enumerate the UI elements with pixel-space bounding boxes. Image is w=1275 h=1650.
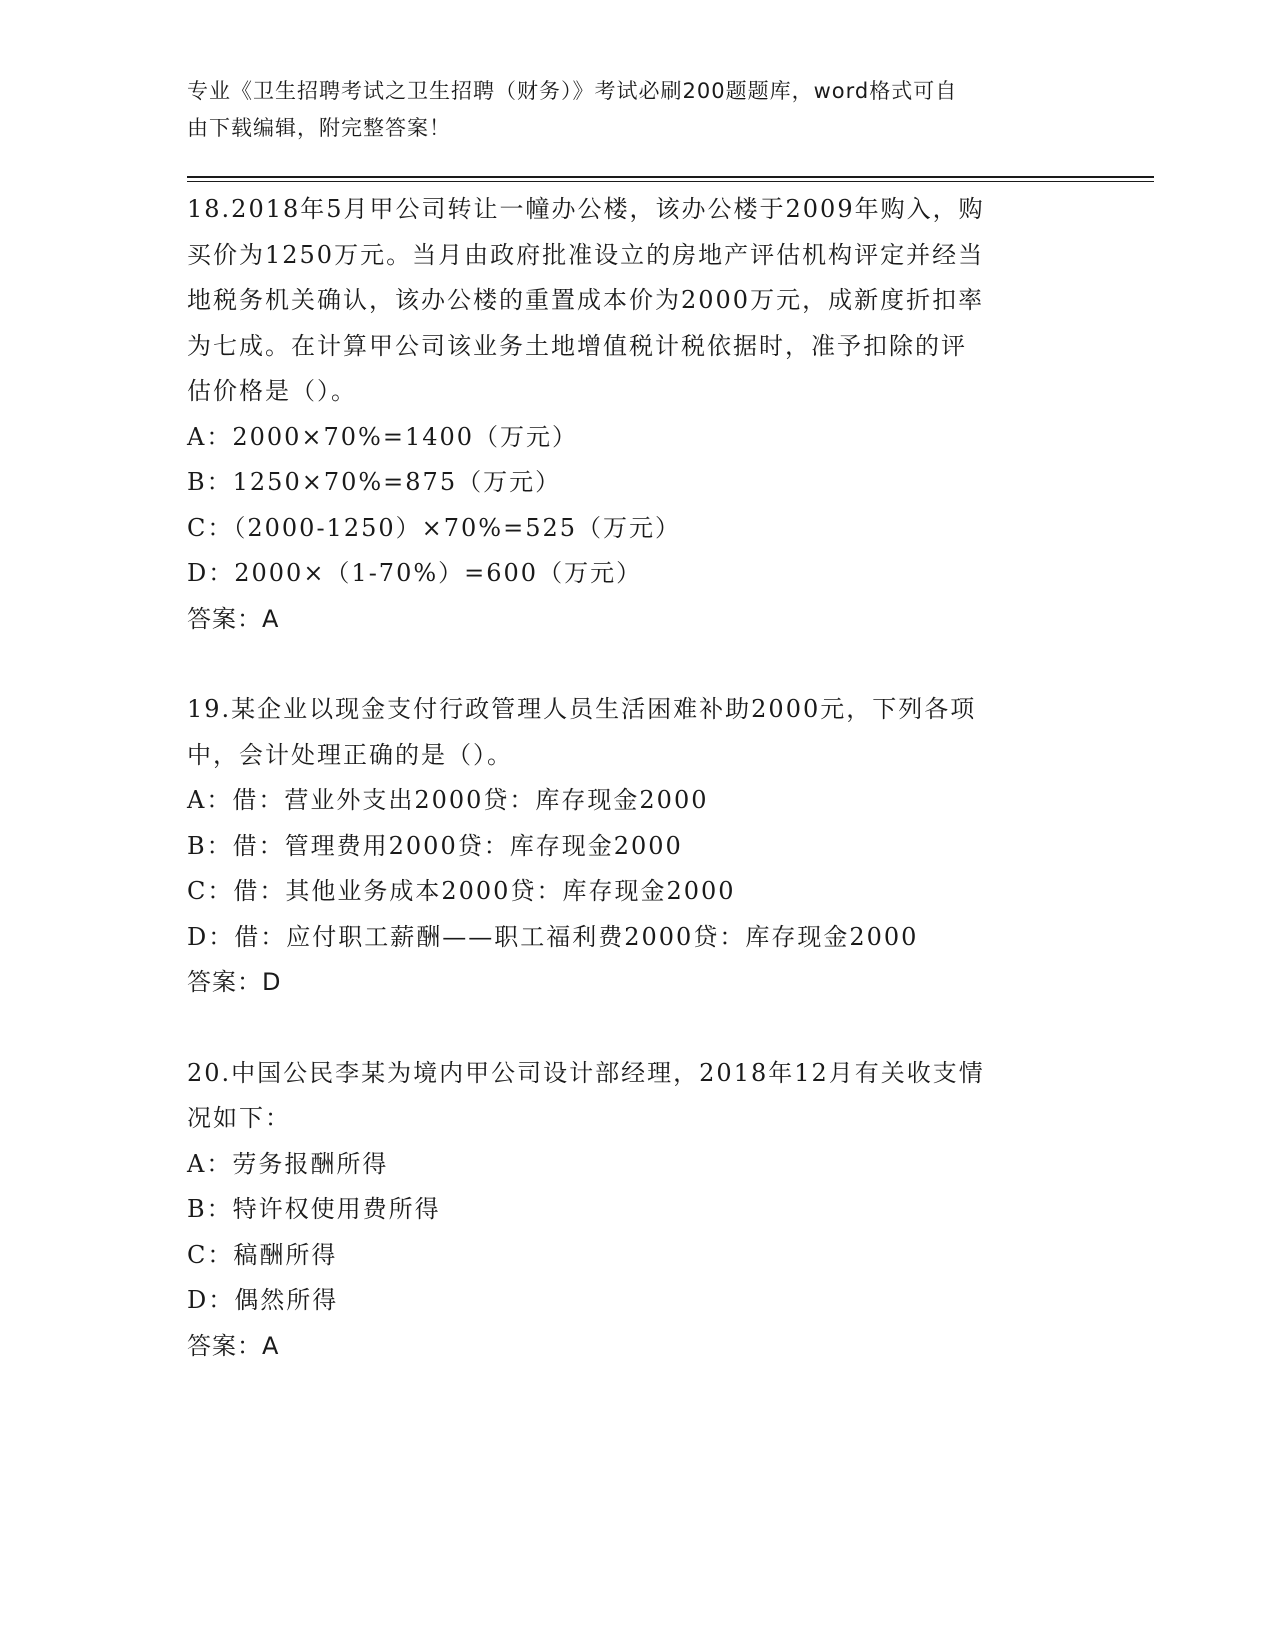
question-stem-line: 况如下：	[187, 1104, 291, 1132]
question-stem-line: 中，会计处理正确的是（）。	[187, 740, 513, 769]
question-list	[187, 187, 1087, 1369]
option-b: B：特许权使用费所得	[187, 1195, 441, 1223]
answer-label: 答案：A	[187, 1331, 280, 1360]
question-stem-line: 买价为1250万元。当月由政府批准设立的房地产评估机构评定并经当	[187, 240, 985, 269]
header-line: 由下载编辑，附完整答案！	[187, 116, 451, 140]
question-stem-line: 估价格是（）。	[187, 377, 357, 405]
question-19	[187, 687, 1087, 1006]
option-c: C：借：其他业务成本2000贷：库存现金2000	[187, 877, 736, 905]
question-spacer	[187, 642, 1087, 687]
option-c: C：（2000-1250）×70%=525（万元）	[187, 513, 681, 542]
header-line: 专业《卫生招聘考试之卫生招聘（财务）》考试必刷200题题库，word格式可自	[187, 79, 958, 103]
question-stem-line: 19.某企业以现金支付行政管理人员生活困难补助2000元，下列各项	[187, 695, 977, 723]
header-divider-thick	[187, 176, 1154, 178]
option-a: A：劳务报酬所得	[187, 1149, 389, 1178]
option-b: B：借：管理费用2000贷：库存现金2000	[187, 831, 683, 860]
option-d: D：偶然所得	[187, 1286, 339, 1314]
document-header	[187, 73, 1067, 147]
question-stem-line: 地税务机关确认，该办公楼的重置成本价为2000万元，成新度折扣率	[187, 286, 985, 314]
option-a: A：2000×70%=1400（万元）	[187, 422, 579, 451]
option-d: D：2000×（1-70%）=600（万元）	[187, 559, 643, 587]
question-stem-line: 20.中国公民李某为境内甲公司设计部经理，2018年12月有关收支情	[187, 1058, 985, 1087]
header-divider-thin	[187, 181, 1154, 182]
answer-label: 答案：A	[187, 604, 280, 633]
question-spacer	[187, 1006, 1087, 1051]
question-stem-line: 为七成。在计算甲公司该业务土地增值税计税依据时，准予扣除的评	[187, 331, 967, 360]
answer-label: 答案：D	[187, 968, 282, 996]
option-b: B：1250×70%=875（万元）	[187, 468, 562, 496]
option-c: C：稿酬所得	[187, 1240, 338, 1269]
question-20	[187, 1051, 1087, 1370]
option-d: D：借：应付职工薪酬——职工福利费2000贷：库存现金2000	[187, 922, 919, 951]
question-stem-line: 18.2018年5月甲公司转让一幢办公楼，该办公楼于2009年购入，购	[187, 195, 985, 223]
question-18	[187, 187, 1087, 642]
option-a: A：借：营业外支出2000贷：库存现金2000	[187, 786, 709, 814]
